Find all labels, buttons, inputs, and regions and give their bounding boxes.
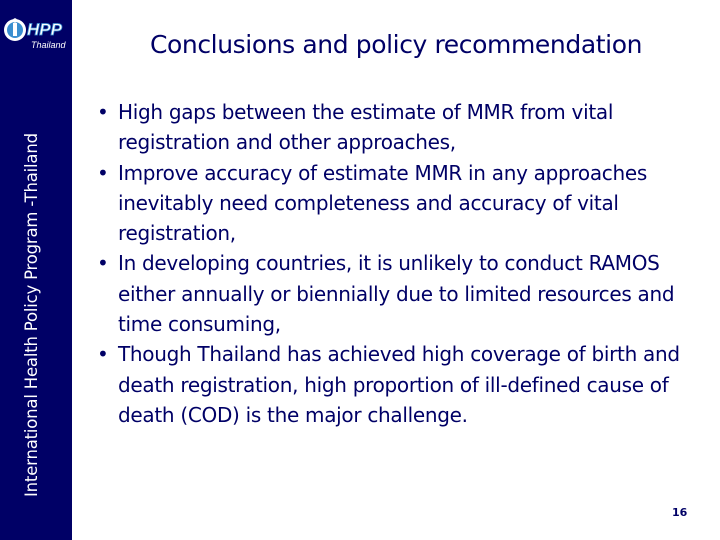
bullet-dot-icon: • [97,160,109,185]
slide-title: Conclusions and policy recommendation [149,30,643,59]
svg-text:HPP: HPP [27,20,62,39]
bullet-dot-icon: • [97,251,109,276]
bullet-dot-icon: • [97,342,109,367]
svg-text:Thailand: Thailand [31,40,66,50]
bullet-item: • High gaps between the estimate of MMR from vital registration and other approaches, [97,97,697,158]
bullet-item: • Though Thailand has achieved high coverage of birth and death registration, high proportion of ill-defined cause of death (COD) is the major challenge. [97,339,697,430]
page-number: 16 [672,506,688,519]
bullet-list [97,97,697,430]
bullet-item: • In developing countries, it is unlikely to conduct RAMOS either annually or biennially due to limited resources and time consuming, [97,248,697,339]
ihpp-logo [2,8,72,52]
sidebar-organization-name: International Health Policy Program -Thailand [22,133,41,497]
bullet-item: • Improve accuracy of estimate MMR in any approaches inevitably need completeness and accuracy of vital registration, [97,158,697,249]
bullet-dot-icon: • [97,100,109,124]
sidebar [0,0,72,540]
